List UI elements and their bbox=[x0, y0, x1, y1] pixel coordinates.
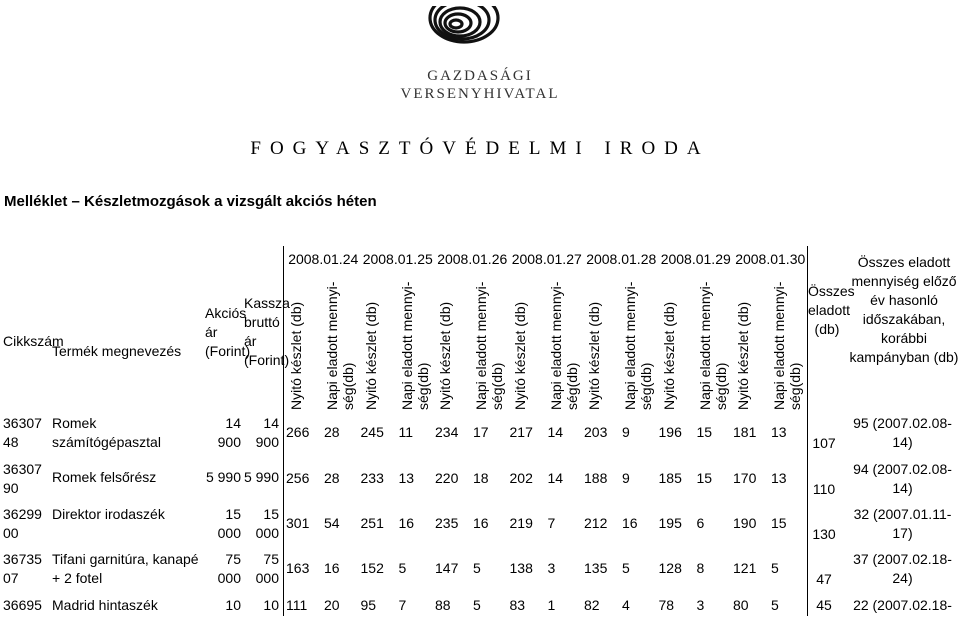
sub-header-sold: Napi eladott mennyi-ség(db) bbox=[622, 281, 654, 410]
gvh-spiral-logo bbox=[404, 0, 524, 56]
table-cell: 1 bbox=[547, 597, 556, 613]
sub-header-sold: Napi eladott mennyi-ség(db) bbox=[473, 281, 505, 410]
row-promo: 75 000 bbox=[217, 551, 241, 586]
table-cell: 83 bbox=[509, 597, 526, 613]
table-cell: 190 bbox=[733, 515, 757, 531]
table-cell: 28 bbox=[324, 424, 340, 440]
col-header-prev: Összes eladott mennyiség előző év hasonló időszakában, korábbi kampányban (db) bbox=[849, 254, 959, 365]
table-cell: 212 bbox=[584, 515, 608, 531]
table-cell: 234 bbox=[435, 424, 459, 440]
sub-header-sold: Napi eladott mennyi-ség(db) bbox=[324, 281, 356, 410]
row-prev: 37 (2007.02.18-24) bbox=[853, 551, 952, 586]
row-promo: 14 900 bbox=[217, 415, 241, 450]
row-prev: 94 (2007.02.08-14) bbox=[853, 461, 952, 496]
row-promo: 15 000 bbox=[217, 506, 241, 541]
row-prev: 95 (2007.02.08-14) bbox=[853, 415, 952, 450]
table-cell: 5 bbox=[771, 597, 779, 613]
table-cell: 220 bbox=[435, 470, 459, 486]
date-header: 2008.01.28 bbox=[586, 251, 657, 267]
table-cell: 16 bbox=[622, 515, 638, 531]
table-cell: 20 bbox=[324, 597, 340, 613]
table-cell: 185 bbox=[658, 470, 682, 486]
table-cell: 217 bbox=[509, 424, 533, 440]
table-cell: 9 bbox=[622, 424, 630, 440]
table-cell: 5 bbox=[398, 560, 407, 576]
date-header: 2008.01.30 bbox=[735, 251, 806, 267]
row-name: Direktor irodaszék bbox=[52, 506, 165, 522]
sub-header-sold: Napi eladott mennyi-ség(db) bbox=[398, 281, 431, 410]
sub-header-open: Nyitó készlet (db) bbox=[288, 301, 304, 410]
table-cell: 6 bbox=[696, 515, 705, 531]
table-cell: 13 bbox=[398, 470, 415, 486]
table-cell: 5 bbox=[473, 560, 481, 576]
row-prev: 32 (2007.01.11-17) bbox=[853, 506, 952, 541]
row-name: Tifani garnitúra, kanapé + 2 fotel bbox=[52, 551, 199, 586]
table-cell: 80 bbox=[733, 597, 749, 613]
col-header-name: Termék megnevezés bbox=[52, 343, 182, 359]
row-cash: 10 bbox=[263, 597, 279, 613]
department-name: FOGYASZTÓVÉDELMI IRODA bbox=[250, 138, 710, 159]
table-cell: 301 bbox=[286, 515, 310, 531]
table-cell: 203 bbox=[584, 424, 608, 440]
col-header-promo: Akciós ár (Forint) bbox=[205, 305, 251, 359]
table-cell: 121 bbox=[733, 560, 757, 576]
row-id: 36695 bbox=[3, 597, 42, 613]
table-cell: 82 bbox=[584, 597, 600, 613]
table-cell: 4 bbox=[622, 597, 630, 613]
table-cell: 170 bbox=[733, 470, 757, 486]
row-prev: 22 (2007.02.18- bbox=[853, 597, 952, 613]
sub-header-open: Nyitó készlet (db) bbox=[586, 301, 602, 410]
row-name: Romek felsőrész bbox=[52, 469, 157, 485]
table-cell: 3 bbox=[547, 560, 556, 576]
table-cell: 18 bbox=[473, 470, 489, 486]
page-title: Melléklet – Készletmozgások a vizsgált akciós héten bbox=[4, 193, 377, 210]
table-cell: 202 bbox=[509, 470, 533, 486]
table-cell: 3 bbox=[696, 597, 705, 613]
table-cell: 111 bbox=[286, 597, 308, 613]
row-cash: 5 990 bbox=[243, 469, 279, 485]
table-cell: 128 bbox=[658, 560, 682, 576]
table-cell: 13 bbox=[771, 470, 787, 486]
table-cell: 196 bbox=[658, 424, 682, 440]
table-cell: 251 bbox=[360, 515, 384, 531]
table-cell: 88 bbox=[435, 597, 451, 613]
table-cell: 256 bbox=[286, 470, 310, 486]
sub-header-sold: Napi eladott mennyi-ség(db) bbox=[547, 281, 580, 410]
table-cell: 188 bbox=[584, 470, 608, 486]
sub-header-open: Nyitó készlet (db) bbox=[511, 301, 528, 410]
row-id: 3673507 bbox=[3, 551, 42, 586]
table-cell: 5 bbox=[473, 597, 481, 613]
table-cell: 233 bbox=[360, 470, 384, 486]
date-header: 2008.01.24 bbox=[288, 251, 359, 267]
table-cell: 219 bbox=[509, 515, 533, 531]
table-cell: 147 bbox=[435, 560, 459, 576]
col-header-total: Összes eladott (db) bbox=[808, 283, 855, 337]
table-cell: 16 bbox=[473, 515, 489, 531]
row-total: 107 bbox=[812, 435, 836, 451]
table-cell: 7 bbox=[547, 515, 556, 531]
sub-header-open: Nyitó készlet (db) bbox=[437, 301, 453, 410]
row-id: 3629900 bbox=[3, 506, 42, 541]
sub-header-sold: Napi eladott mennyi-ség(db) bbox=[696, 281, 729, 410]
date-header: 2008.01.29 bbox=[660, 251, 731, 267]
row-promo: 5 990 bbox=[205, 469, 241, 485]
date-header: 2008.01.25 bbox=[362, 251, 433, 267]
table-cell: 245 bbox=[360, 424, 384, 440]
date-header: 2008.01.27 bbox=[511, 251, 582, 267]
row-cash: 14 900 bbox=[255, 415, 279, 450]
col-header-id: Cikkszám bbox=[3, 333, 64, 349]
row-total: 45 bbox=[816, 597, 832, 613]
row-name: Madrid hintaszék bbox=[52, 597, 158, 613]
table-cell: 14 bbox=[547, 424, 564, 440]
table-cell: 95 bbox=[360, 597, 377, 613]
row-cash: 75 000 bbox=[255, 551, 279, 586]
table-cell: 11 bbox=[398, 424, 414, 440]
table-cell: 78 bbox=[658, 597, 675, 613]
table-cell: 8 bbox=[696, 560, 705, 576]
row-id: 3630790 bbox=[3, 461, 42, 496]
table-cell: 7 bbox=[398, 597, 407, 613]
col-header-cash: Kassza bruttó ár (Forint) bbox=[244, 295, 290, 368]
table-cell: 195 bbox=[658, 515, 682, 531]
row-total: 47 bbox=[816, 571, 832, 587]
row-total: 110 bbox=[812, 481, 836, 497]
org-name-line1: GAZDASÁGI bbox=[427, 68, 533, 84]
table-cell: 16 bbox=[324, 560, 340, 576]
row-cash: 15 000 bbox=[255, 506, 279, 541]
table-cell: 17 bbox=[473, 424, 489, 440]
table-cell: 15 bbox=[696, 470, 713, 486]
table-cell: 9 bbox=[622, 470, 630, 486]
table-cell: 152 bbox=[360, 560, 384, 576]
table-cell: 13 bbox=[771, 424, 787, 440]
table-cell: 54 bbox=[324, 515, 340, 531]
row-name: Romek számítógépasztal bbox=[52, 415, 161, 450]
table-cell: 28 bbox=[324, 470, 340, 486]
table-cell: 5 bbox=[622, 560, 630, 576]
table-cell: 163 bbox=[286, 560, 310, 576]
row-id: 3630748 bbox=[3, 415, 42, 450]
table-cell: 15 bbox=[696, 424, 713, 440]
table-cell: 15 bbox=[771, 515, 787, 531]
sub-header-open: Nyitó készlet (db) bbox=[735, 301, 751, 410]
table-cell: 266 bbox=[286, 424, 310, 440]
table-cell: 135 bbox=[584, 560, 608, 576]
sub-header-open: Nyitó készlet (db) bbox=[362, 301, 379, 410]
table-cell: 235 bbox=[435, 515, 459, 531]
table-cell: 181 bbox=[733, 424, 757, 440]
row-promo: 10 bbox=[225, 597, 241, 613]
org-name-line2: VERSENYHIVATAL bbox=[400, 86, 560, 102]
sub-header-open: Nyitó készlet (db) bbox=[660, 301, 677, 410]
sub-header-sold: Napi eladott mennyi-ség(db) bbox=[771, 281, 803, 410]
table-cell: 16 bbox=[398, 515, 415, 531]
table-cell: 138 bbox=[509, 560, 533, 576]
date-header: 2008.01.26 bbox=[437, 251, 508, 267]
row-total: 130 bbox=[812, 526, 836, 542]
table-cell: 14 bbox=[547, 470, 564, 486]
table-cell: 5 bbox=[771, 560, 779, 576]
